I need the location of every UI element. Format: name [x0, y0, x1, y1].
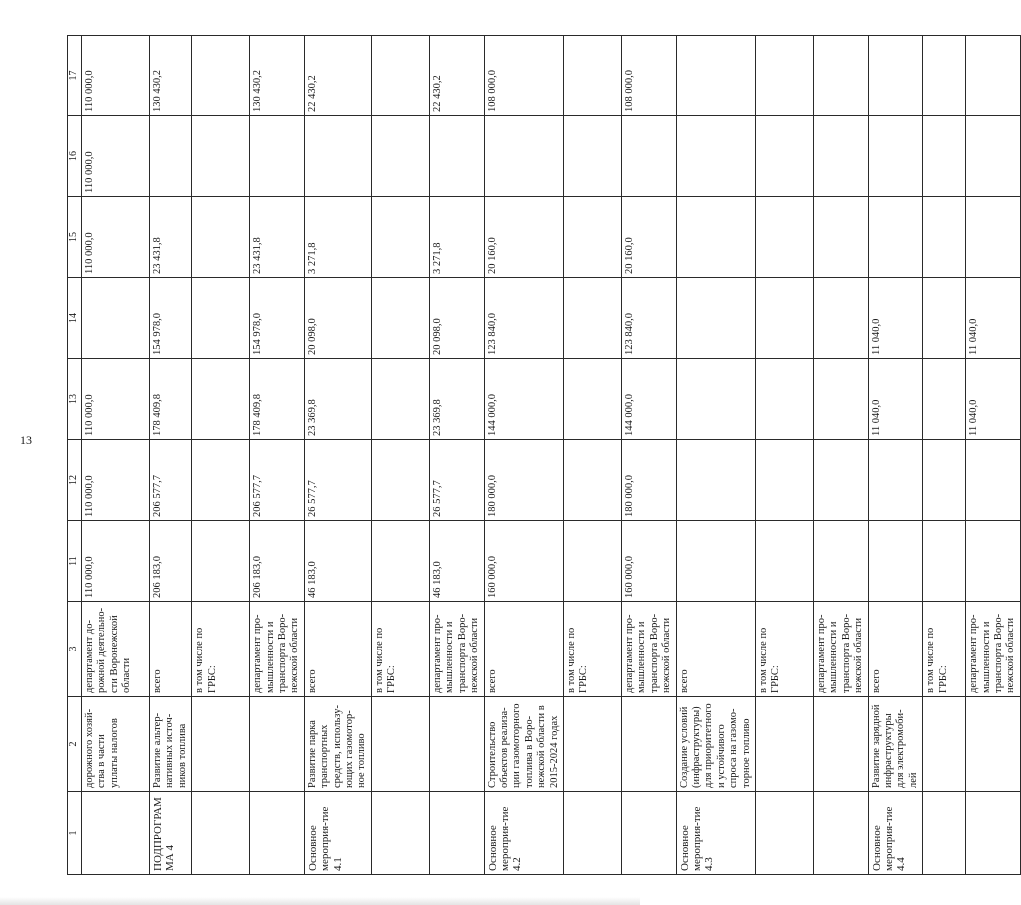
amount-cell	[676, 36, 755, 116]
program-cell	[756, 792, 814, 875]
executor-cell: департамент про-мышленности и транспорта Воро-нежской области	[966, 602, 1021, 697]
amount-cell	[676, 359, 755, 440]
amount-cell: 26 577,7	[304, 440, 371, 521]
amount-cell	[923, 278, 966, 359]
rotated-table-frame	[67, 36, 1017, 875]
amount-cell	[371, 36, 429, 116]
table-row	[304, 36, 371, 875]
executor-cell: в том числе по ГРБС:	[192, 602, 250, 697]
amount-cell: 206 577,7	[150, 440, 192, 521]
table-row	[192, 36, 250, 875]
amount-cell	[192, 440, 250, 521]
title-cell	[429, 697, 484, 792]
rotated-page	[67, 36, 1017, 875]
amount-cell	[756, 359, 814, 440]
executor-cell: департамент до-рожной деятельно-сти Воронежской области	[82, 602, 150, 697]
header-cell: 12	[68, 440, 82, 521]
amount-cell: 206 183,0	[250, 521, 305, 602]
amount-cell	[814, 116, 869, 197]
amount-cell: 11 040,0	[966, 359, 1021, 440]
table-row	[250, 36, 305, 875]
executor-cell: в том числе по ГРБС:	[371, 602, 429, 697]
title-cell: Развитие зарядной инфраструктуры для электромоби-лей	[868, 697, 923, 792]
amount-cell: 130 430,2	[150, 36, 192, 116]
amount-cell	[676, 116, 755, 197]
amount-cell	[868, 36, 923, 116]
executor-cell: всего	[150, 602, 192, 697]
program-cell	[192, 792, 250, 875]
amount-cell: 20 098,0	[304, 278, 371, 359]
amount-cell	[304, 116, 371, 197]
amount-cell	[192, 116, 250, 197]
program-cell: Основное мероприя-тие 4.4	[868, 792, 923, 875]
amount-cell: 20 160,0	[484, 197, 563, 278]
amount-cell	[676, 197, 755, 278]
amount-cell	[484, 116, 563, 197]
page-number: 13	[20, 433, 32, 447]
amount-cell	[756, 36, 814, 116]
title-cell	[250, 697, 305, 792]
table-row	[966, 36, 1021, 875]
amount-cell: 23 369,8	[429, 359, 484, 440]
amount-cell: 110 000,0	[82, 36, 150, 116]
header-cell: 15	[68, 197, 82, 278]
amount-cell	[563, 359, 621, 440]
amount-cell: 178 409,8	[150, 359, 192, 440]
amount-cell	[150, 116, 192, 197]
executor-cell: в том числе по ГРБС:	[756, 602, 814, 697]
amount-cell	[814, 36, 869, 116]
amount-cell: 110 000,0	[82, 197, 150, 278]
program-cell	[429, 792, 484, 875]
table-row	[150, 36, 192, 875]
amount-cell	[814, 197, 869, 278]
amount-cell: 11 040,0	[868, 359, 923, 440]
amount-cell: 144 000,0	[621, 359, 676, 440]
executor-cell: всего	[484, 602, 563, 697]
amount-cell: 11 040,0	[868, 278, 923, 359]
amount-cell	[676, 440, 755, 521]
title-cell: Развитие альтер-нативных источ-ников топлива	[150, 697, 192, 792]
amount-cell	[923, 36, 966, 116]
amount-cell: 123 840,0	[484, 278, 563, 359]
amount-cell	[563, 521, 621, 602]
amount-cell: 154 978,0	[150, 278, 192, 359]
table-row	[429, 36, 484, 875]
table-row	[563, 36, 621, 875]
amount-cell	[371, 278, 429, 359]
amount-cell: 20 098,0	[429, 278, 484, 359]
amount-cell	[429, 116, 484, 197]
amount-cell	[923, 197, 966, 278]
amount-cell: 178 409,8	[250, 359, 305, 440]
table-row	[923, 36, 966, 875]
budget-table	[67, 35, 1021, 875]
title-cell	[371, 697, 429, 792]
amount-cell: 206 183,0	[150, 521, 192, 602]
program-cell: Основное мероприя-тие 4.2	[484, 792, 563, 875]
amount-cell: 160 000,0	[484, 521, 563, 602]
title-cell	[923, 697, 966, 792]
executor-cell: в том числе по ГРБС:	[923, 602, 966, 697]
amount-cell	[192, 521, 250, 602]
title-cell: Строительство объектов реализа-ции газомоторного топлива в Воро-нежской области в 2015-2024 годах	[484, 697, 563, 792]
amount-cell	[192, 197, 250, 278]
amount-cell	[192, 359, 250, 440]
title-cell	[192, 697, 250, 792]
amount-cell	[923, 359, 966, 440]
program-cell	[563, 792, 621, 875]
amount-cell: 23 431,8	[150, 197, 192, 278]
title-cell	[814, 697, 869, 792]
amount-cell: 180 000,0	[484, 440, 563, 521]
title-cell: Развитие парка транспортных средств, использу-ющих газомотор-ное топливо	[304, 697, 371, 792]
amount-cell	[814, 359, 869, 440]
amount-cell	[868, 440, 923, 521]
amount-cell	[192, 278, 250, 359]
program-cell	[82, 792, 150, 875]
amount-cell: 23 369,8	[304, 359, 371, 440]
table-row	[484, 36, 563, 875]
executor-cell: департамент про-мышленности и транспорта Воро-нежской области	[814, 602, 869, 697]
amount-cell	[371, 116, 429, 197]
amount-cell: 20 160,0	[621, 197, 676, 278]
program-cell: Основное мероприя-тие 4.1	[304, 792, 371, 875]
header-cell: 17	[68, 36, 82, 116]
amount-cell	[756, 197, 814, 278]
table-row	[371, 36, 429, 875]
table-header-row	[68, 36, 82, 875]
header-cell: 16	[68, 116, 82, 197]
amount-cell	[371, 197, 429, 278]
amount-cell	[814, 278, 869, 359]
amount-cell	[563, 116, 621, 197]
amount-cell: 46 183,0	[304, 521, 371, 602]
program-cell	[814, 792, 869, 875]
amount-cell	[371, 440, 429, 521]
amount-cell	[371, 521, 429, 602]
scan-edge	[0, 897, 640, 905]
amount-cell: 3 271,8	[304, 197, 371, 278]
title-cell: Создание условий (инфраструктуры) для приоритетного и устойчивого спроса на газомо-торное топливо	[676, 697, 755, 792]
amount-cell: 11 040,0	[966, 278, 1021, 359]
executor-cell: всего	[676, 602, 755, 697]
program-cell: Основное мероприя-тие 4.3	[676, 792, 755, 875]
amount-cell	[814, 440, 869, 521]
amount-cell	[868, 521, 923, 602]
header-cell: 14	[68, 278, 82, 359]
amount-cell	[966, 521, 1021, 602]
amount-cell	[923, 440, 966, 521]
amount-cell	[814, 521, 869, 602]
amount-cell: 22 430,2	[429, 36, 484, 116]
executor-cell: департамент про-мышленности и транспорта Воро-нежской области	[250, 602, 305, 697]
amount-cell	[563, 197, 621, 278]
program-cell: ПОДПРОГРАММА 4	[150, 792, 192, 875]
program-cell	[250, 792, 305, 875]
amount-cell: 130 430,2	[250, 36, 305, 116]
amount-cell	[676, 521, 755, 602]
amount-cell: 110 000,0	[82, 359, 150, 440]
amount-cell: 160 000,0	[621, 521, 676, 602]
executor-cell: всего	[304, 602, 371, 697]
amount-cell: 108 000,0	[621, 36, 676, 116]
amount-cell	[192, 36, 250, 116]
program-cell	[371, 792, 429, 875]
amount-cell: 110 000,0	[82, 521, 150, 602]
amount-cell: 206 577,7	[250, 440, 305, 521]
amount-cell: 110 000,0	[82, 440, 150, 521]
title-cell	[621, 697, 676, 792]
amount-cell: 180 000,0	[621, 440, 676, 521]
table-row	[756, 36, 814, 875]
table-row	[621, 36, 676, 875]
title-cell	[756, 697, 814, 792]
program-cell	[923, 792, 966, 875]
amount-cell	[756, 521, 814, 602]
header-cell: 2	[68, 697, 82, 792]
amount-cell	[756, 116, 814, 197]
amount-cell: 154 978,0	[250, 278, 305, 359]
header-cell: 13	[68, 359, 82, 440]
amount-cell: 23 431,8	[250, 197, 305, 278]
header-cell: 3	[68, 602, 82, 697]
amount-cell	[82, 278, 150, 359]
program-cell	[621, 792, 676, 875]
amount-cell: 144 000,0	[484, 359, 563, 440]
title-cell	[563, 697, 621, 792]
header-cell: 11	[68, 521, 82, 602]
amount-cell	[563, 278, 621, 359]
amount-cell: 46 183,0	[429, 521, 484, 602]
amount-cell	[868, 116, 923, 197]
amount-cell	[676, 278, 755, 359]
amount-cell	[756, 278, 814, 359]
amount-cell	[923, 116, 966, 197]
amount-cell	[621, 116, 676, 197]
amount-cell	[923, 521, 966, 602]
amount-cell	[563, 440, 621, 521]
title-cell	[966, 697, 1021, 792]
program-cell	[966, 792, 1021, 875]
amount-cell: 3 271,8	[429, 197, 484, 278]
table-row	[814, 36, 869, 875]
amount-cell	[966, 440, 1021, 521]
header-cell: 1	[68, 792, 82, 875]
amount-cell	[371, 359, 429, 440]
amount-cell: 108 000,0	[484, 36, 563, 116]
executor-cell: департамент про-мышленности и транспорта Воро-нежской области	[429, 602, 484, 697]
amount-cell: 123 840,0	[621, 278, 676, 359]
executor-cell: в том числе по ГРБС:	[563, 602, 621, 697]
amount-cell	[966, 36, 1021, 116]
executor-cell: департамент про-мышленности и транспорта Воро-нежской области	[621, 602, 676, 697]
amount-cell: 110 000,0	[82, 116, 150, 197]
amount-cell	[756, 440, 814, 521]
amount-cell	[966, 116, 1021, 197]
amount-cell: 22 430,2	[304, 36, 371, 116]
table-row	[676, 36, 755, 875]
title-cell: дорожного хозяй-ства в части уплаты налогов	[82, 697, 150, 792]
executor-cell: всего	[868, 602, 923, 697]
table-row	[82, 36, 150, 875]
table-row	[868, 36, 923, 875]
amount-cell: 26 577,7	[429, 440, 484, 521]
amount-cell	[868, 197, 923, 278]
amount-cell	[563, 36, 621, 116]
amount-cell	[250, 116, 305, 197]
amount-cell	[966, 197, 1021, 278]
